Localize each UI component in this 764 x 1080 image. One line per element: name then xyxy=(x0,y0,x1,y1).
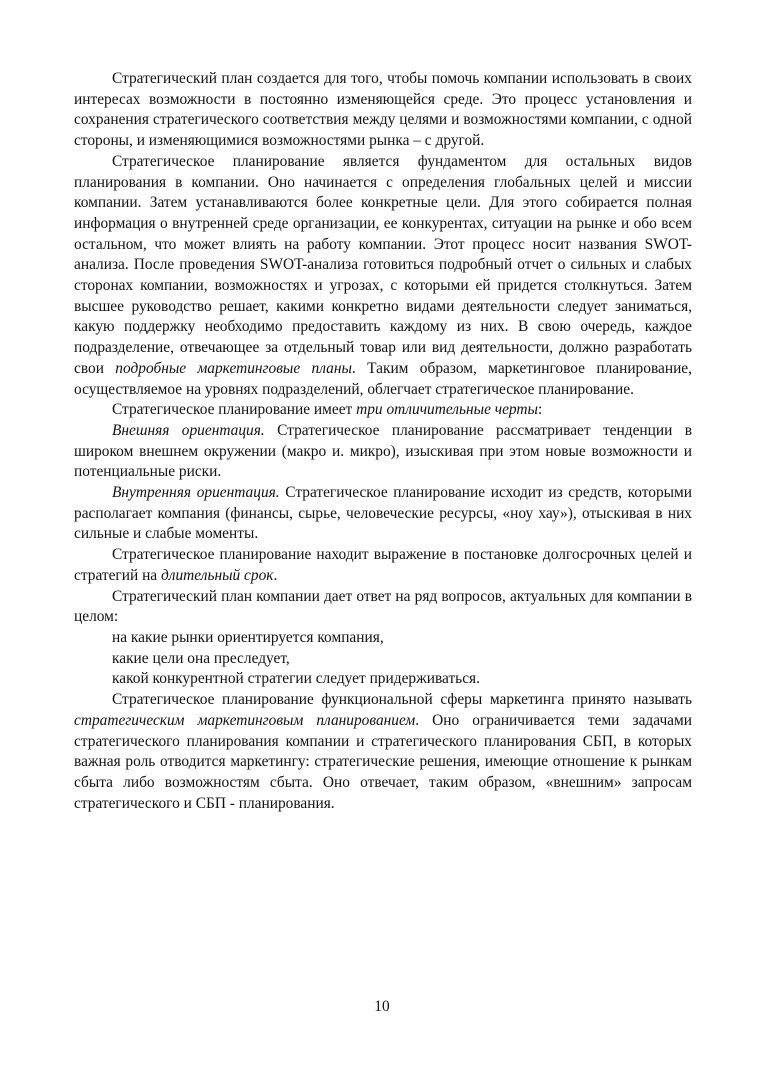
paragraph: Стратегическое планирование является фундаментом для остальных видов планирования в компании. Оно начинается с определения глобальных целей и миссии компании. Затем устанавливаются более конкретные цели. Для этого собирается полная информация о внутренней среде организации, ее конкурентах, ситуации на рынке и обо всем остальном, что может влиять на работу компании. Этот процесс носит названия SWOT-анализа. После проведения SWOT-анализа готовиться подробный отчет о сильных и слабых сторонах компании, возможностях и угрозах, с которыми ей придется столкнуться. Затем высшее руководство решает, какими конкретно видами деятельности следует заниматься, какую поддержку необходимо предоставить каждому из них. В свою очередь, каждое подразделение, отвечающее за отдельный товар или вид деятельности, должно разработать свои подробные маркетинговые планы. Таким образом, маркетинговое планирование, осуществляемое на уровнях подразделений, облегчает стратегическое планирование. xyxy=(74,152,692,398)
list-item: на какие рынки ориентируется компания, xyxy=(112,628,384,646)
paragraph: Внешняя ориентация. Стратегическое планирование рассматривает тенденции в широком внешнем окружении (макро и. микро), изыскивая при этом новые возможности и потенциальные риски. xyxy=(74,421,692,481)
paragraph: Стратегическое планирование имеет три отличительные черты: xyxy=(112,401,543,419)
paragraph: Стратегический план компании дает ответ на ряд вопросов, актуальных для компании в целом: xyxy=(74,587,692,626)
paragraph: Внутренняя ориентация. Стратегическое планирование исходит из средств, которыми располагает компания (финансы, сырье, человеческие ресурсы, «ноу хау»), отыскивая в них сильные и слабые моменты. xyxy=(74,484,692,543)
list-item: какие цели она преследует, xyxy=(112,649,290,667)
page-number: 10 xyxy=(374,998,390,1015)
paragraph: Стратегическое планирование находит выражение в постановке долгосрочных целей и стратегий на длительный срок. xyxy=(74,546,692,584)
paragraph: Стратегический план создается для того, чтобы помочь компании использовать в своих интересах возможности в постоянно изменяющейся среде. Это процесс установления и сохранения стратегического соответствия между целями и возможностями компании, с одной стороны, и изменяющимися возможностями рынка – с другой. xyxy=(74,70,692,150)
list-item: какой конкурентной стратегии следует придерживаться. xyxy=(112,670,480,688)
paragraph: Стратегическое планирование функциональной сферы маркетинга принято называть стратегическим маркетинговым планированием. Оно ограничивается теми задачами стратегического планирования компании и стратегического планирования СБП, в которых важная роль отводится маркетингу: стратегические решения, имеющие отношение к рынкам сбыта либо возможностям сбыта. Оно отвечает, таким образом, «внешним» запросам стратегического и СБП - планирования. xyxy=(74,691,692,812)
document-body xyxy=(74,69,692,814)
